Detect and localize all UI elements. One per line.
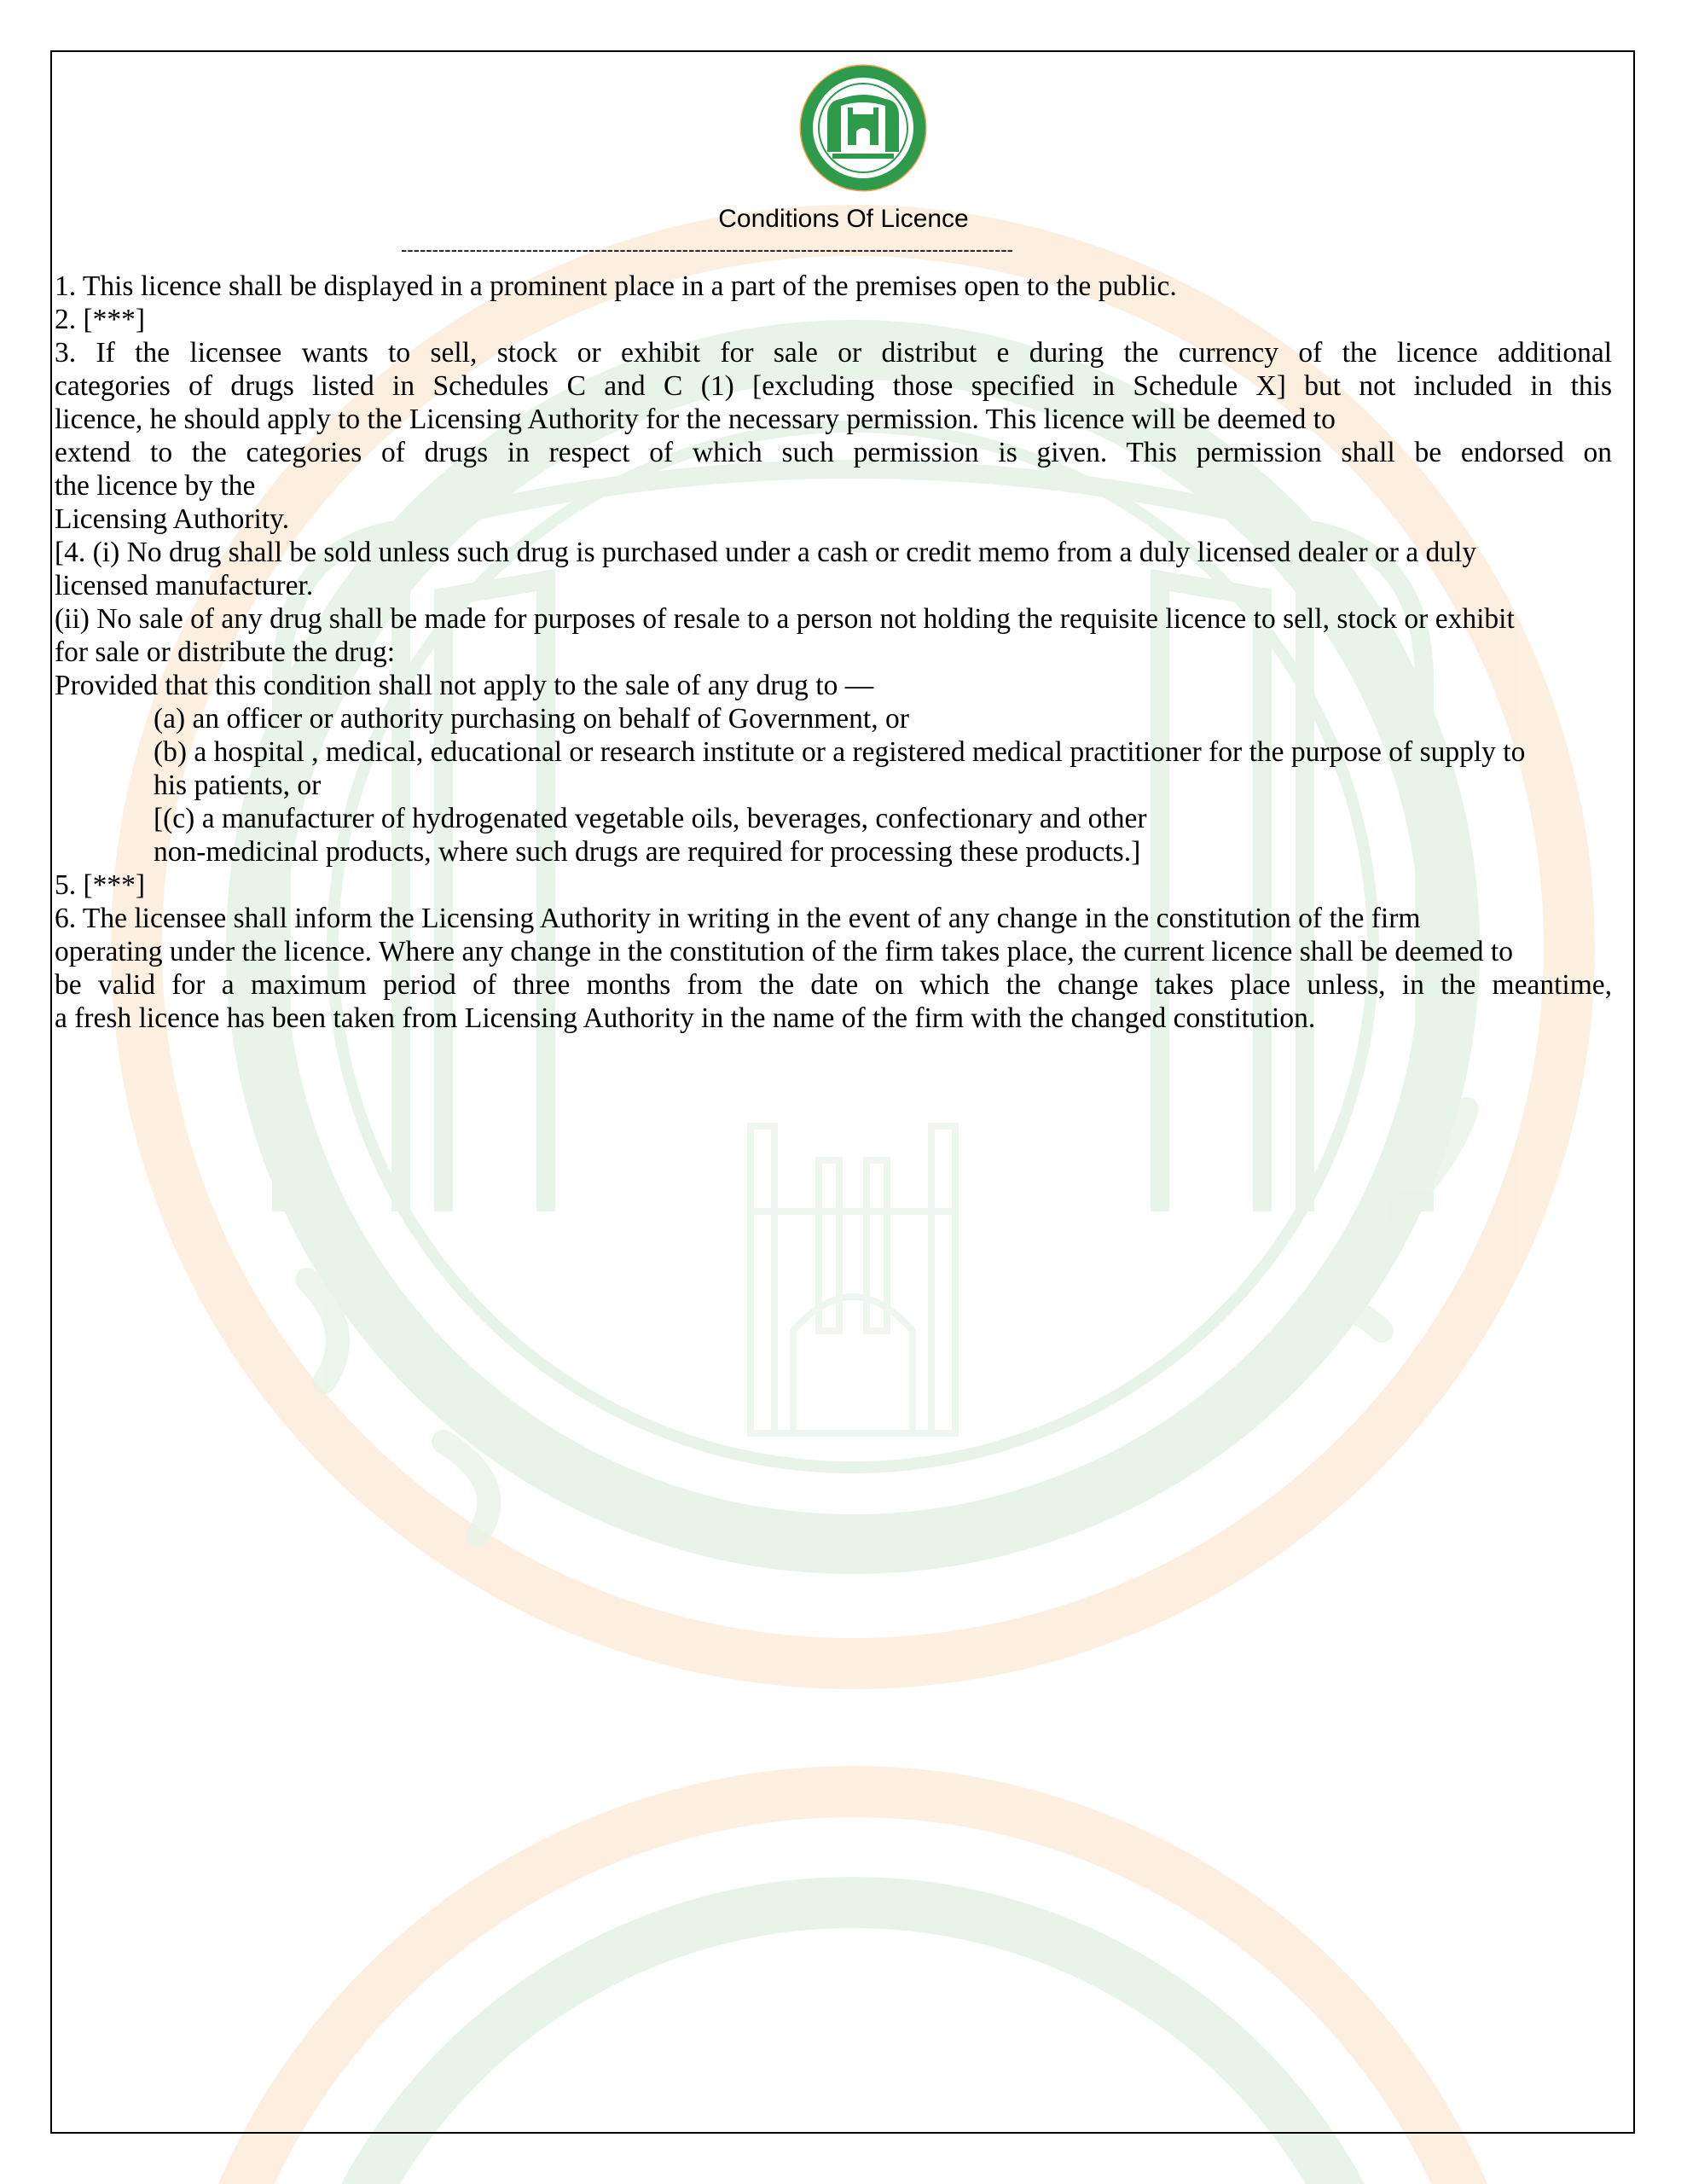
condition-3-line-2: categories of drugs listed in Schedules C and C (1) [excluding those specified in Schedule X] but not included in this [55,370,1612,402]
proviso-item-b-line-2: his patients, or [154,770,322,801]
condition-3-line-4: extend to the categories of drugs in respect of which such permission is given. This permission shall be endorsed on [55,437,1612,468]
condition-6-line-4: a fresh licence has been taken from Licensing Authority in the name of the firm with the changed constitution. [55,1002,1316,1034]
emblem-logo [798,63,928,193]
condition-6-line-3: be valid for a maximum period of three months from the date on which the change takes place unless, in the meantime, [55,969,1612,1001]
condition-1: 1. This licence shall be displayed in a prominent place in a part of the premises open to the public. [55,270,1177,302]
proviso-item-b-line-1: (b) a hospital , medical, educational or research institute or a registered medical practitioner for the purpose of supply to [154,736,1526,768]
condition-3-line-5: the licence by the [55,470,256,502]
title-divider: -------------------------------------------------------------------------------------------------- [401,239,1013,260]
page-title: Conditions Of Licence [718,205,969,233]
condition-6-line-1: 6. The licensee shall inform the Licensing Authority in writing in the event of any change in the constitution of the firm [55,903,1421,934]
condition-6-line-2: operating under the licence. Where any change in the constitution of the firm takes place, the current licence shall be deemed to [55,936,1513,967]
condition-3-line-1: 3. If the licensee wants to sell, stock or exhibit for sale or distribut e during the currency of the licence additional [55,337,1612,369]
condition-4-ii-line-1: (ii) No sale of any drug shall be made for purposes of resale to a person not holding the requisite licence to sell, stock or exhibit [55,603,1515,635]
condition-4-line-2: licensed manufacturer. [55,570,314,601]
condition-3-line-6: Licensing Authority. [55,503,290,535]
condition-5: 5. [***] [55,869,146,901]
proviso: Provided that this condition shall not apply to the sale of any drug to — [55,670,874,701]
conditions-body [55,270,1612,1035]
proviso-item-a: (a) an officer or authority purchasing on behalf of Government, or [154,703,909,735]
condition-3-line-3: licence, he should apply to the Licensing Authority for the necessary permission. This licence will be deemed to [55,404,1336,435]
condition-2: 2. [***] [55,304,146,335]
proviso-item-c-line-1: [(c) a manufacturer of hydrogenated vegetable oils, beverages, confectionary and other [154,803,1147,834]
condition-4-line-1: [4. (i) No drug shall be sold unless such drug is purchased under a cash or credit memo from a duly licensed dealer or a duly [55,537,1477,568]
proviso-item-c-line-2: non-medicinal products, where such drugs are required for processing these products.] [154,836,1141,868]
condition-4-ii-line-2: for sale or distribute the drug: [55,636,396,668]
